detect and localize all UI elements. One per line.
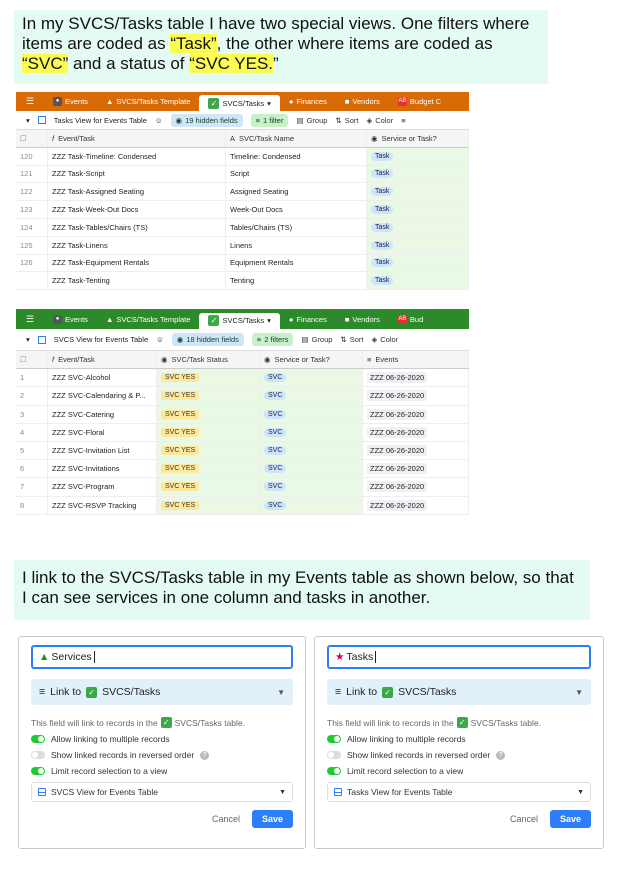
text-cursor bbox=[94, 651, 95, 663]
cell-svc-task-status[interactable] bbox=[157, 478, 260, 495]
column-header-service-or-task[interactable]: ◉ Service or Task? bbox=[260, 351, 363, 368]
cell-event-task[interactable]: ZZZ Task-Tables/Chairs (TS) bbox=[48, 219, 226, 236]
linked-event-chip: ZZZ 06-26-2020 bbox=[367, 463, 427, 474]
table-row[interactable] bbox=[16, 497, 469, 515]
checkmark-icon: ✓ bbox=[86, 687, 97, 698]
cell-events[interactable] bbox=[363, 460, 469, 477]
tab-vendors[interactable]: ■ Vendors bbox=[344, 97, 380, 106]
menu-icon[interactable]: ☰ bbox=[25, 313, 35, 324]
status-tag: SVC YES bbox=[161, 373, 199, 382]
cell-svc-task-name[interactable]: Week-Out Docs bbox=[226, 201, 367, 218]
tab-svcs-tasks[interactable]: ✓ SVCS/Tasks ▾ bbox=[199, 95, 279, 111]
linked-event-chip: ZZZ 06-26-2020 bbox=[367, 427, 427, 438]
row-height-icon[interactable]: ≡ bbox=[401, 115, 406, 125]
table-row[interactable] bbox=[16, 460, 469, 478]
eye-icon: ◉ bbox=[175, 115, 183, 125]
row-number: 3 bbox=[16, 406, 48, 423]
cell-service-or-task[interactable] bbox=[367, 166, 469, 183]
table-row[interactable] bbox=[16, 478, 469, 496]
row-number: 5 bbox=[16, 442, 48, 459]
option-limit-to-view[interactable]: Limit record selection to a view bbox=[31, 766, 293, 776]
cell-svc-task-status[interactable] bbox=[157, 460, 260, 477]
note-text: I link to the SVCS/Tasks table in my Events table as shown below, so that I can see services in one column and tasks in another. bbox=[22, 568, 574, 607]
group-icon: ▤ bbox=[296, 115, 304, 125]
hidden-fields-button[interactable]: ◉ 18 hidden fields bbox=[172, 333, 244, 346]
checkmark-icon: ✓ bbox=[208, 98, 219, 109]
cell-event-task[interactable]: ZZZ SVC-Invitation List bbox=[48, 442, 157, 459]
header-row bbox=[16, 351, 469, 369]
type-tag: Task bbox=[371, 169, 393, 178]
status-tag: SVC YES bbox=[161, 501, 199, 510]
money-icon: ● bbox=[288, 314, 294, 324]
select-all-checkbox[interactable]: ☐ bbox=[16, 130, 48, 147]
cell-event-task[interactable]: ZZZ Task-Assigned Seating bbox=[48, 183, 226, 200]
column-header-events[interactable]: ≡ Events bbox=[363, 351, 469, 368]
cell-svc-task-name[interactable]: Tenting bbox=[226, 272, 367, 289]
cell-event-task[interactable]: ZZZ SVC-RSVP Tracking bbox=[48, 497, 157, 514]
type-tag: Task bbox=[371, 241, 393, 250]
paint-bucket-icon: ◈ bbox=[371, 335, 378, 344]
menu-icon[interactable]: ☰ bbox=[25, 96, 35, 106]
vendors-icon: ■ bbox=[344, 97, 350, 106]
explanation-note-views bbox=[14, 10, 548, 84]
link-icon: ≡ bbox=[39, 686, 46, 698]
tasks-view-grid bbox=[16, 92, 469, 292]
color-button[interactable]: ◈ Color bbox=[366, 115, 394, 125]
cell-svc-task-status[interactable] bbox=[157, 369, 260, 386]
cell-event-task[interactable]: ZZZ SVC-Program bbox=[48, 478, 157, 495]
linked-event-chip: ZZZ 06-26-2020 bbox=[367, 445, 427, 456]
tab-budget[interactable]: AB Budget C bbox=[398, 97, 442, 106]
cell-svc-task-name[interactable]: Timeline: Condensed bbox=[226, 148, 367, 165]
group-icon: ▤ bbox=[301, 335, 309, 344]
cell-event-task[interactable]: ZZZ Task-Tenting bbox=[48, 272, 226, 289]
status-tag: SVC YES bbox=[161, 482, 199, 491]
type-tag: SVC bbox=[264, 410, 286, 419]
view-toolbar bbox=[16, 111, 469, 130]
cell-event-task[interactable]: ZZZ Task-Timeline: Condensed bbox=[48, 148, 226, 165]
help-icon[interactable]: ? bbox=[496, 751, 505, 760]
cell-events[interactable] bbox=[363, 406, 469, 423]
chevron-down-icon: ▼ bbox=[575, 687, 583, 697]
filter-button[interactable]: ≡ 1 filter bbox=[251, 114, 289, 127]
tab-svcs-tasks-template[interactable]: ▲ SVCS/Tasks Template bbox=[105, 97, 191, 106]
cell-event-task[interactable]: ZZZ SVC-Calendaring & P... bbox=[48, 387, 157, 404]
row-number: 120 bbox=[16, 148, 48, 165]
column-header-service-or-task[interactable]: ◉ Service or Task? bbox=[367, 130, 469, 147]
ab-icon: AB bbox=[398, 315, 407, 322]
cell-event-task[interactable]: ZZZ SVC-Catering bbox=[48, 406, 157, 423]
view-toolbar bbox=[16, 329, 469, 351]
tab-events[interactable]: ● Events bbox=[44, 309, 97, 329]
person-icon: ★ bbox=[335, 651, 345, 663]
type-tag: SVC bbox=[264, 373, 286, 382]
link-icon: ≡ bbox=[335, 686, 342, 698]
table-row[interactable] bbox=[16, 406, 469, 424]
note-text: and a status of bbox=[68, 54, 190, 73]
cell-event-task[interactable]: ZZZ SVC-Floral bbox=[48, 424, 157, 441]
hidden-fields-button[interactable]: ◉ 19 hidden fields bbox=[171, 114, 243, 127]
table-row[interactable] bbox=[16, 387, 469, 405]
save-button[interactable]: Save bbox=[252, 810, 293, 828]
row-number: 4 bbox=[16, 424, 48, 441]
option-allow-multiple[interactable]: Allow linking to multiple records bbox=[31, 734, 293, 744]
type-tag: SVC bbox=[264, 428, 286, 437]
tab-finances[interactable]: ● Finances bbox=[288, 97, 327, 106]
cell-event-task[interactable]: ZZZ Task-Equipment Rentals bbox=[48, 255, 226, 272]
toggle-switch-off[interactable] bbox=[327, 751, 341, 759]
table-tab-bar bbox=[16, 92, 469, 111]
field-description: This field will link to records in the ✓ SVCS/Tasks table. bbox=[31, 717, 245, 728]
cell-event-task[interactable]: ZZZ SVC-Invitations bbox=[48, 460, 157, 477]
paint-bucket-icon: ◈ bbox=[366, 115, 373, 125]
formula-icon: f bbox=[52, 355, 55, 365]
table-row[interactable] bbox=[16, 183, 469, 201]
chevron-down-icon[interactable]: ▾ bbox=[26, 115, 30, 125]
ab-icon: AB bbox=[398, 98, 407, 104]
cell-svc-task-status[interactable] bbox=[157, 497, 260, 514]
events-icon: ● bbox=[53, 315, 62, 324]
row-number: 7 bbox=[16, 478, 48, 495]
checkmark-icon: ✓ bbox=[208, 315, 219, 326]
money-icon: ● bbox=[288, 97, 294, 106]
type-tag: SVC bbox=[264, 501, 286, 510]
cell-service-or-task[interactable] bbox=[367, 237, 469, 254]
linked-event-chip: ZZZ 06-26-2020 bbox=[367, 390, 427, 401]
chevron-down-icon: ▼ bbox=[277, 687, 285, 697]
checkmark-icon: ✓ bbox=[457, 717, 468, 728]
grid-view-icon bbox=[38, 336, 46, 344]
explanation-note-links bbox=[14, 560, 590, 620]
table-row[interactable] bbox=[16, 442, 469, 460]
checkmark-icon: ✓ bbox=[161, 717, 172, 728]
type-tag: SVC bbox=[264, 482, 286, 491]
text-cursor bbox=[375, 651, 376, 663]
cell-service-or-task[interactable] bbox=[367, 183, 469, 200]
note-text: , the other where items are coded as bbox=[216, 34, 493, 53]
cell-service-or-task[interactable] bbox=[260, 406, 363, 423]
option-allow-multiple[interactable]: Allow linking to multiple records bbox=[327, 734, 591, 744]
vendors-icon: ■ bbox=[344, 314, 350, 324]
tab-vendors[interactable]: ■ Vendors bbox=[344, 314, 380, 324]
table-tab-bar bbox=[16, 309, 469, 329]
status-tag: SVC YES bbox=[161, 428, 199, 437]
table-row[interactable] bbox=[16, 424, 469, 442]
field-name-input[interactable]: ★ Tasks bbox=[327, 645, 591, 669]
cell-svc-task-status[interactable] bbox=[157, 387, 260, 404]
chevron-down-icon: ▼ bbox=[577, 788, 584, 796]
table-row[interactable] bbox=[16, 219, 469, 237]
tab-svcs-tasks-template[interactable]: ▲ SVCS/Tasks Template bbox=[105, 314, 191, 324]
sort-button[interactable]: ⇅ Sort bbox=[340, 335, 364, 344]
single-select-icon: ◉ bbox=[371, 133, 378, 143]
option-reversed-order[interactable]: Show linked records in reversed order ? bbox=[31, 750, 293, 760]
chevron-down-icon: ▼ bbox=[279, 788, 286, 796]
toggle-switch-on[interactable] bbox=[31, 735, 45, 743]
linked-event-chip: ZZZ 06-26-2020 bbox=[367, 481, 427, 492]
row-number: 125 bbox=[16, 237, 48, 254]
option-reversed-order[interactable]: Show linked records in reversed order ? bbox=[327, 750, 591, 760]
tree-icon: ▲ bbox=[105, 97, 114, 106]
status-tag: SVC YES bbox=[161, 446, 199, 455]
note-text: In my SVCS/Tasks table I have two special views. One filters where items are coded as bbox=[22, 14, 530, 53]
tab-budget[interactable]: AB Bud bbox=[398, 314, 424, 324]
header-row bbox=[16, 130, 469, 148]
single-select-icon: ◉ bbox=[264, 355, 271, 365]
filter-button[interactable]: ≡ 2 filters bbox=[252, 333, 294, 346]
group-button[interactable]: ▤ Group bbox=[301, 335, 333, 344]
table-row[interactable] bbox=[16, 148, 469, 166]
events-icon: ● bbox=[53, 97, 62, 106]
button-row bbox=[31, 810, 293, 828]
sort-icon: ⇅ bbox=[335, 115, 342, 125]
toggle-switch-on[interactable] bbox=[327, 767, 341, 775]
row-number: 2 bbox=[16, 387, 48, 404]
column-header-event-task[interactable]: f Event/Task bbox=[48, 351, 157, 368]
toggle-switch-on[interactable] bbox=[31, 767, 45, 775]
column-header-event-task[interactable]: f Event/Task bbox=[48, 130, 226, 147]
cancel-button[interactable]: Cancel bbox=[211, 814, 240, 824]
cancel-button[interactable]: Cancel bbox=[509, 814, 538, 824]
tasks-field-config-panel bbox=[314, 636, 604, 849]
group-button[interactable]: ▤ Group bbox=[296, 115, 328, 125]
status-tag: SVC YES bbox=[161, 391, 199, 400]
highlight-svc-yes: “SVC YES. bbox=[189, 54, 274, 73]
chevron-down-icon: ▾ bbox=[267, 316, 271, 325]
people-icon[interactable]: ☺ bbox=[154, 115, 163, 125]
table-row[interactable] bbox=[16, 237, 469, 255]
cell-svc-task-name[interactable]: Equipment Rentals bbox=[226, 255, 367, 272]
type-tag: Task bbox=[371, 152, 393, 161]
tree-icon: ▲ bbox=[39, 651, 50, 663]
type-tag: SVC bbox=[264, 391, 286, 400]
view-name[interactable]: SVCS View for Events Table bbox=[53, 335, 149, 344]
cell-svc-task-status[interactable] bbox=[157, 442, 260, 459]
view-select[interactable]: Tasks View for Events Table ▼ bbox=[327, 782, 591, 802]
type-tag: Task bbox=[371, 276, 393, 285]
type-tag: SVC bbox=[264, 464, 286, 473]
toggle-switch-off[interactable] bbox=[31, 751, 45, 759]
grid-body bbox=[16, 148, 469, 290]
cell-service-or-task[interactable] bbox=[367, 255, 469, 272]
tab-finances[interactable]: ● Finances bbox=[288, 314, 327, 324]
grid-body bbox=[16, 369, 469, 515]
select-all-checkbox[interactable]: ☐ bbox=[16, 351, 48, 368]
cell-service-or-task[interactable] bbox=[260, 424, 363, 441]
highlight-svc: “SVC” bbox=[22, 54, 69, 73]
column-header-svc-task-name[interactable]: A SVC/Task Name bbox=[226, 130, 367, 147]
svcs-view-grid bbox=[16, 309, 469, 519]
tab-events[interactable]: ● Events bbox=[44, 92, 97, 111]
sort-button[interactable]: ⇅ Sort bbox=[335, 115, 359, 125]
cell-service-or-task[interactable] bbox=[260, 369, 363, 386]
sort-icon: ⇅ bbox=[340, 335, 347, 344]
filter-icon: ≡ bbox=[256, 335, 262, 344]
table-row[interactable] bbox=[16, 272, 469, 290]
row-number: 126 bbox=[16, 255, 48, 272]
row-number: 8 bbox=[16, 497, 48, 514]
link-field-icon: ≡ bbox=[367, 355, 372, 365]
field-description: This field will link to records in the ✓ SVCS/Tasks table. bbox=[327, 717, 541, 728]
table-row[interactable] bbox=[16, 369, 469, 387]
cell-service-or-task[interactable] bbox=[260, 387, 363, 404]
services-field-config-panel bbox=[18, 636, 306, 849]
filter-icon: ≡ bbox=[255, 115, 261, 125]
cell-event-task[interactable]: ZZZ Task-Week-Out Docs bbox=[48, 201, 226, 218]
tree-icon: ▲ bbox=[105, 314, 114, 324]
linked-event-chip: ZZZ 06-26-2020 bbox=[367, 500, 427, 511]
help-icon[interactable]: ? bbox=[200, 751, 209, 760]
cell-svc-task-status[interactable] bbox=[157, 406, 260, 423]
cell-service-or-task[interactable] bbox=[367, 272, 469, 289]
cell-events[interactable] bbox=[363, 442, 469, 459]
status-tag: SVC YES bbox=[161, 410, 199, 419]
type-tag: Task bbox=[371, 187, 393, 196]
row-number bbox=[16, 272, 48, 289]
type-tag: SVC bbox=[264, 446, 286, 455]
chevron-down-icon[interactable]: ▾ bbox=[26, 335, 30, 344]
type-tag: Task bbox=[371, 258, 393, 267]
view-select[interactable]: SVCS View for Events Table ▼ bbox=[31, 782, 293, 802]
save-button[interactable]: Save bbox=[550, 810, 591, 828]
field-name-input[interactable]: ▲ Services bbox=[31, 645, 293, 669]
type-tag: Task bbox=[371, 205, 393, 214]
formula-icon: f bbox=[52, 133, 55, 143]
row-number: 6 bbox=[16, 460, 48, 477]
cell-service-or-task[interactable] bbox=[260, 478, 363, 495]
grid-view-icon bbox=[38, 116, 46, 124]
text-field-icon: A bbox=[230, 133, 236, 143]
row-number: 124 bbox=[16, 219, 48, 236]
note-text: ” bbox=[273, 54, 279, 73]
highlight-task: “Task” bbox=[170, 34, 217, 53]
table-row[interactable] bbox=[16, 201, 469, 219]
cell-service-or-task[interactable] bbox=[260, 460, 363, 477]
cell-svc-task-name[interactable]: Script bbox=[226, 166, 367, 183]
cell-events[interactable] bbox=[363, 387, 469, 404]
cell-events[interactable] bbox=[363, 424, 469, 441]
table-row[interactable] bbox=[16, 255, 469, 273]
status-tag: SVC YES bbox=[161, 464, 199, 473]
cell-svc-task-status[interactable] bbox=[157, 424, 260, 441]
tab-svcs-tasks[interactable]: ✓ SVCS/Tasks ▾ bbox=[199, 313, 279, 329]
cell-events[interactable] bbox=[363, 497, 469, 514]
field-type-select[interactable]: ≡ Link to ✓ SVCS/Tasks ▼ bbox=[327, 679, 591, 705]
cell-svc-task-name[interactable]: Tables/Chairs (TS) bbox=[226, 219, 367, 236]
row-number: 123 bbox=[16, 201, 48, 218]
type-tag: Task bbox=[371, 223, 393, 232]
cell-service-or-task[interactable] bbox=[260, 497, 363, 514]
cell-svc-task-name[interactable]: Assigned Seating bbox=[226, 183, 367, 200]
button-row bbox=[327, 810, 591, 828]
checkmark-icon: ✓ bbox=[382, 687, 393, 698]
linked-event-chip: ZZZ 06-26-2020 bbox=[367, 372, 427, 383]
cell-service-or-task[interactable] bbox=[260, 442, 363, 459]
cell-event-task[interactable]: ZZZ SVC-Alcohol bbox=[48, 369, 157, 386]
row-number: 122 bbox=[16, 183, 48, 200]
eye-icon: ◉ bbox=[176, 335, 184, 344]
field-type-select[interactable]: ≡ Link to ✓ SVCS/Tasks ▼ bbox=[31, 679, 293, 705]
chevron-down-icon: ▾ bbox=[267, 98, 271, 108]
linked-event-chip: ZZZ 06-26-2020 bbox=[367, 409, 427, 420]
cell-service-or-task[interactable] bbox=[367, 201, 469, 218]
view-name[interactable]: Tasks View for Events Table bbox=[53, 115, 147, 125]
column-header-svc-task-status[interactable]: ◉ SVC/Task Status bbox=[157, 351, 260, 368]
cell-service-or-task[interactable] bbox=[367, 148, 469, 165]
row-number: 121 bbox=[16, 166, 48, 183]
cell-service-or-task[interactable] bbox=[367, 219, 469, 236]
cell-event-task[interactable]: ZZZ Task-Linens bbox=[48, 237, 226, 254]
option-limit-to-view[interactable]: Limit record selection to a view bbox=[327, 766, 591, 776]
table-row[interactable] bbox=[16, 166, 469, 184]
toggle-switch-on[interactable] bbox=[327, 735, 341, 743]
grid-view-icon bbox=[38, 788, 46, 796]
cell-event-task[interactable]: ZZZ Task-Script bbox=[48, 166, 226, 183]
single-select-icon: ◉ bbox=[161, 355, 168, 365]
grid-view-icon bbox=[334, 788, 342, 796]
row-number: 1 bbox=[16, 369, 48, 386]
color-button[interactable]: ◈ Color bbox=[371, 335, 399, 344]
people-icon[interactable]: ☺ bbox=[156, 335, 164, 344]
cell-events[interactable] bbox=[363, 478, 469, 495]
cell-svc-task-name[interactable]: Linens bbox=[226, 237, 367, 254]
cell-events[interactable] bbox=[363, 369, 469, 386]
